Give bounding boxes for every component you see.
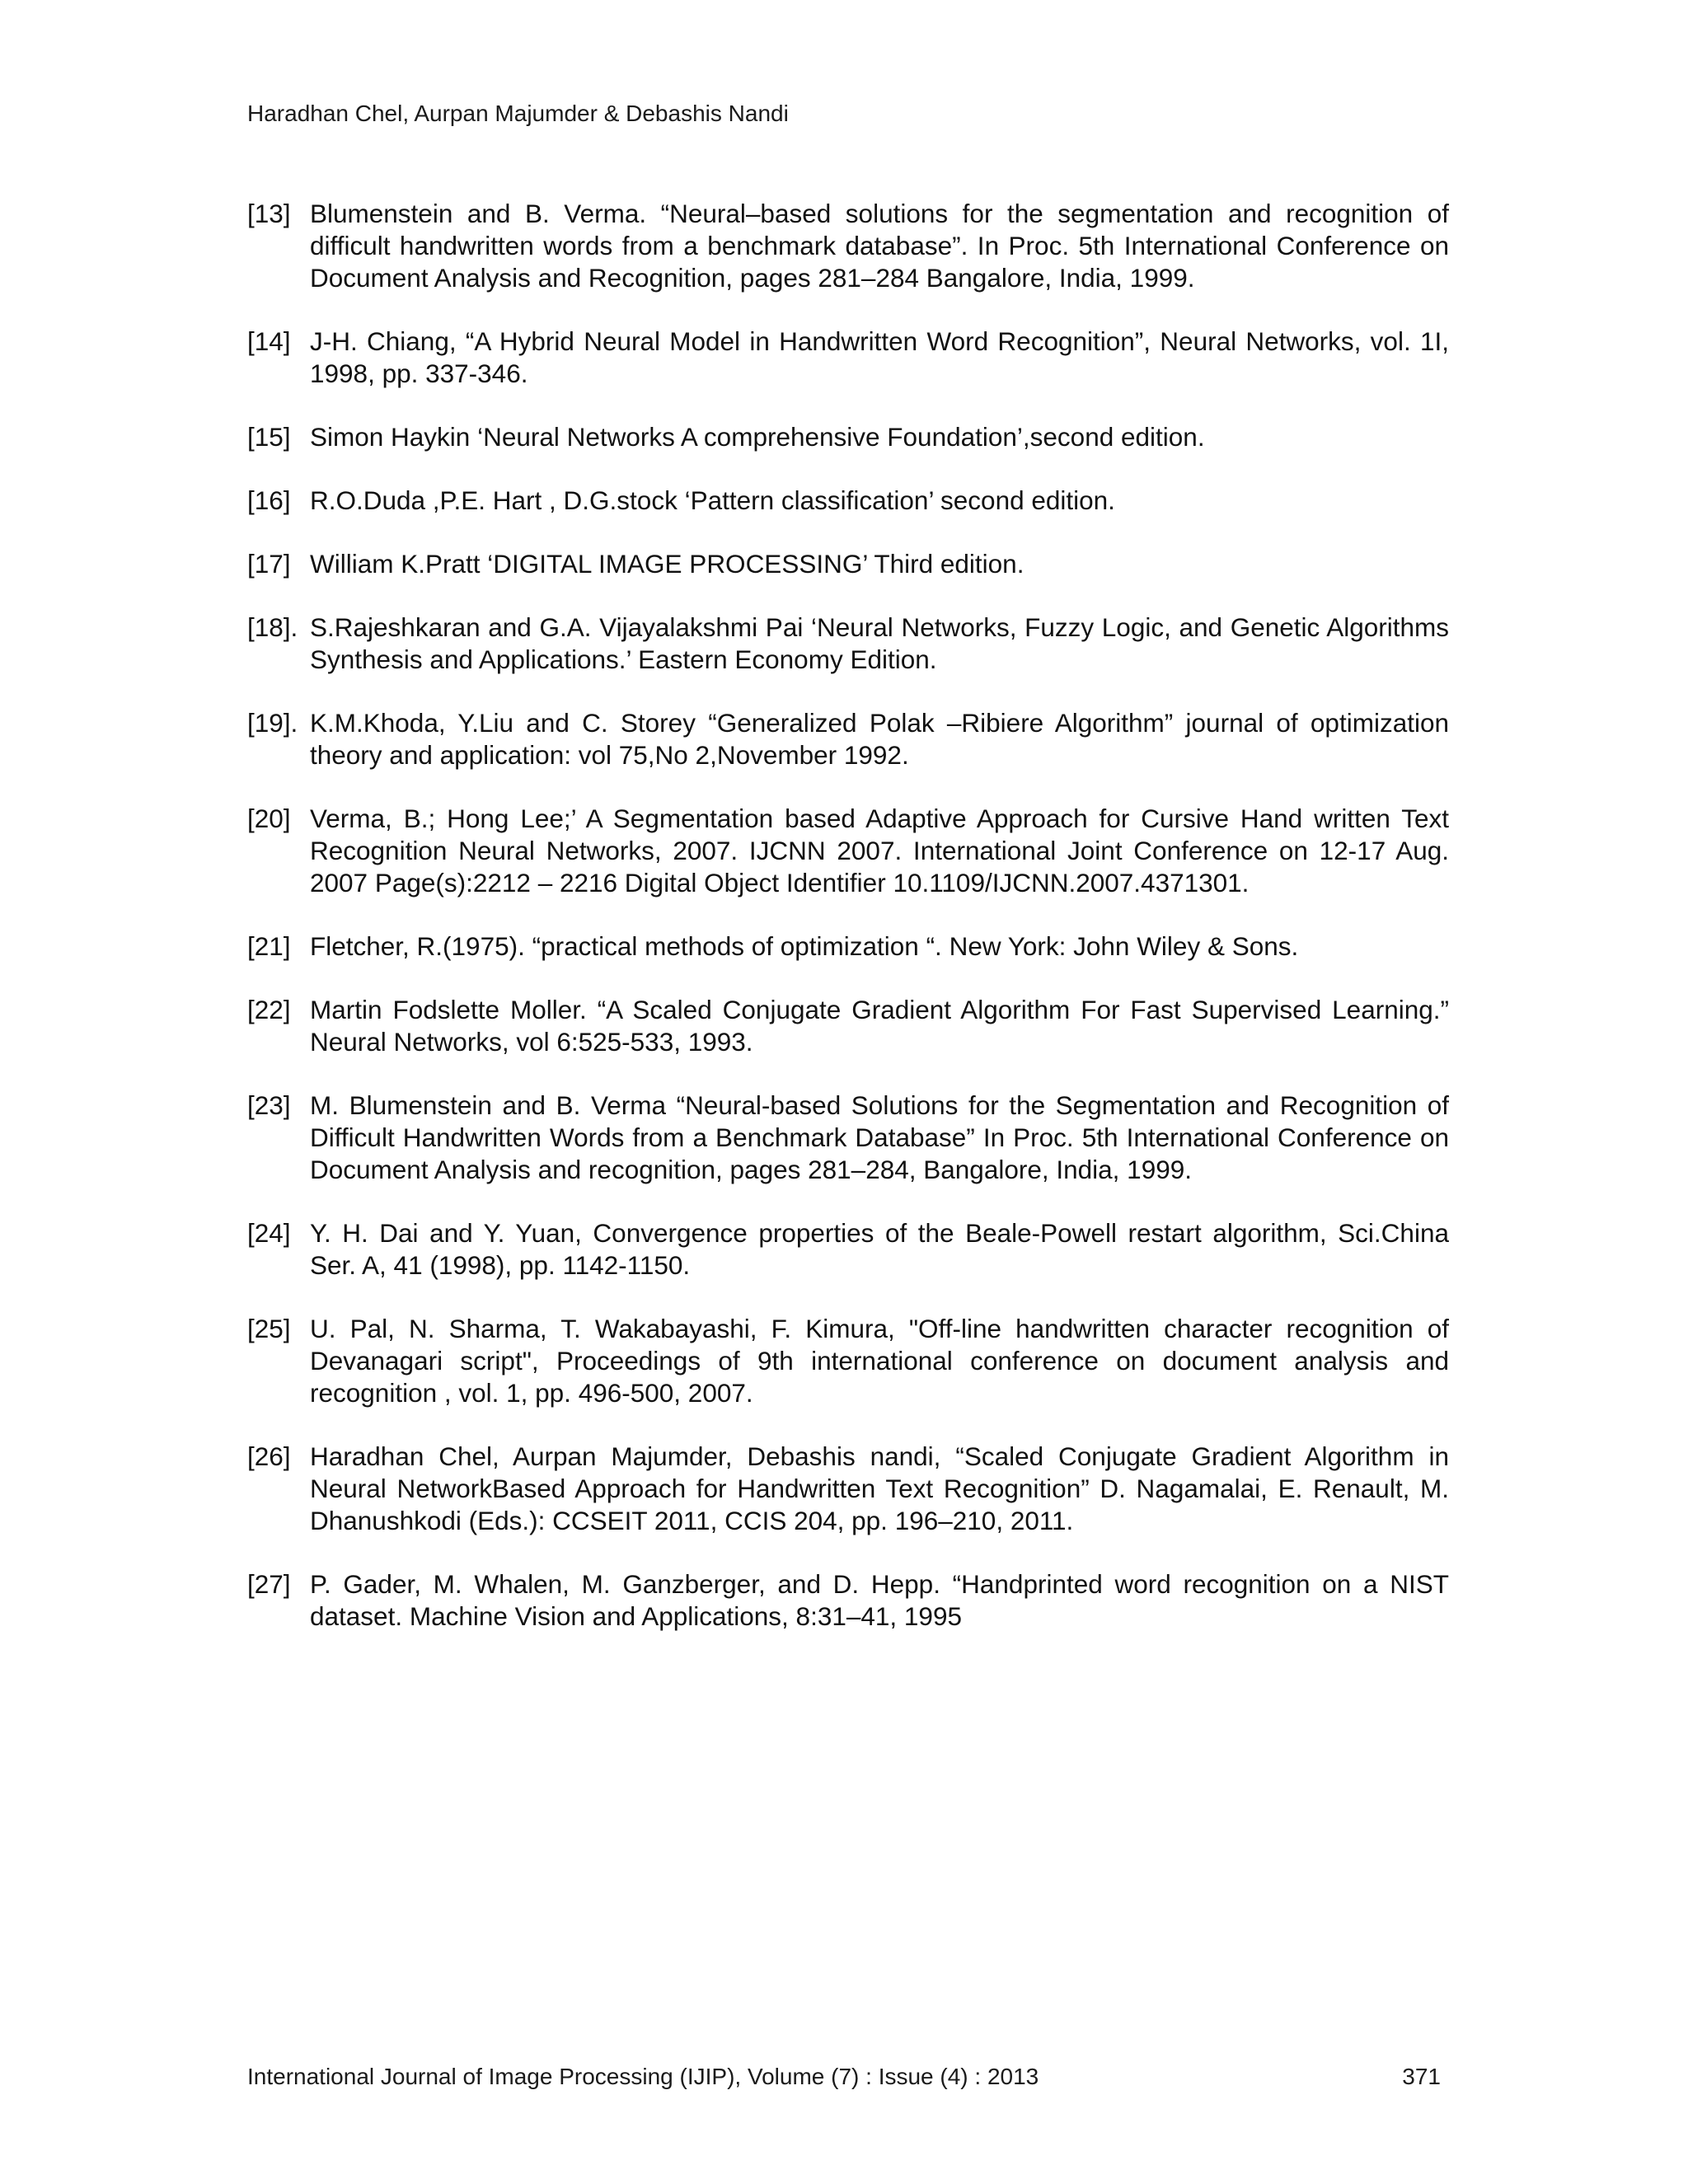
reference-item-22 — [247, 994, 1449, 1058]
reference-item-20 — [247, 803, 1449, 899]
reference-number: [22] — [247, 995, 291, 1024]
reference-number: [26] — [247, 1441, 291, 1471]
reference-text: Blumenstein and B. Verma. “Neural–based solutions for the segmentation and recognition of difficult handwritten words from a benchmark database”. In Proc. 5th International Conference on Document Analysis and Recognition, pages 281–284 Bangalore, India, 1999. — [310, 199, 1449, 293]
reference-text: M. Blumenstein and B. Verma “Neural-based Solutions for the Segmentation and Recognition of Difficult Handwritten Words from a Benchmark Database” In Proc. 5th International Conference on Document Analysis and recognition, pages 281–284, Bangalore, India, 1999. — [310, 1090, 1449, 1184]
reference-item-19 — [247, 707, 1449, 771]
reference-text: R.O.Duda ,P.E. Hart , D.G.stock ‘Pattern classification’ second edition. — [310, 485, 1115, 515]
reference-text: Y. H. Dai and Y. Yuan, Convergence properties of the Beale-Powell restart algorithm, Sci.China Ser. A, 41 (1998), pp. 1142-1150. — [310, 1218, 1449, 1280]
reference-number: [16] — [247, 485, 291, 515]
reference-text: P. Gader, M. Whalen, M. Ganzberger, and D. Hepp. “Handprinted word recognition on a NIST dataset. Machine Vision and Applications, 8:31–41, 1995 — [310, 1569, 1449, 1631]
reference-item-23 — [247, 1090, 1449, 1186]
reference-item-26 — [247, 1441, 1449, 1537]
reference-number: [27] — [247, 1569, 291, 1599]
reference-item-18 — [247, 612, 1449, 676]
reference-item-13 — [247, 198, 1449, 294]
reference-text: Verma, B.; Hong Lee;’ A Segmentation based Adaptive Approach for Cursive Hand written Text Recognition Neural Networks, 2007. IJCNN 2007. International Joint Conference on 12-17 Aug. 2007 Page(s):2212 – 2216 Digital Object Identifier 10.1109/IJCNN.2007.4371301. — [310, 804, 1449, 898]
reference-number: [25] — [247, 1314, 291, 1343]
reference-text: J-H. Chiang, “A Hybrid Neural Model in Handwritten Word Recognition”, Neural Networks, vol. 1I, 1998, pp. 337-346. — [310, 326, 1449, 388]
reference-item-24 — [247, 1217, 1449, 1282]
reference-number: [20] — [247, 804, 291, 833]
reference-text: S.Rajeshkaran and G.A. Vijayalakshmi Pai ‘Neural Networks, Fuzzy Logic, and Genetic Algorithms Synthesis and Applications.’ Eastern Economy Edition. — [310, 612, 1449, 674]
reference-number: [21] — [247, 931, 291, 961]
reference-number: [23] — [247, 1090, 291, 1120]
reference-item-27 — [247, 1568, 1449, 1633]
reference-item-16 — [247, 485, 1449, 517]
reference-text: K.M.Khoda, Y.Liu and C. Storey “Generalized Polak –Ribiere Algorithm” journal of optimization theory and application: vol 75,No 2,November 1992. — [310, 708, 1449, 770]
reference-number: [14] — [247, 326, 291, 356]
reference-number: [17] — [247, 549, 291, 579]
reference-item-15 — [247, 421, 1449, 453]
reference-number: [15] — [247, 422, 291, 452]
reference-list — [247, 198, 1449, 1664]
reference-text: Fletcher, R.(1975). “practical methods of optimization “. New York: John Wiley & Sons. — [310, 931, 1299, 961]
reference-number: [24] — [247, 1218, 291, 1248]
reference-number: [19]. — [247, 708, 298, 738]
reference-item-14 — [247, 326, 1449, 390]
reference-text: U. Pal, N. Sharma, T. Wakabayashi, F. Kimura, "Off-line handwritten character recognition of Devanagari script", Proceedings of 9th international conference on document analysis and recognition , vol. 1, pp. 496-500, 2007. — [310, 1314, 1449, 1408]
reference-text: William K.Pratt ‘DIGITAL IMAGE PROCESSING’ Third edition. — [310, 549, 1025, 579]
reference-item-25 — [247, 1313, 1449, 1409]
reference-number: [18]. — [247, 612, 298, 642]
reference-text: Simon Haykin ‘Neural Networks A comprehensive Foundation’,second edition. — [310, 422, 1205, 452]
reference-item-17 — [247, 548, 1449, 580]
reference-text: Haradhan Chel, Aurpan Majumder, Debashis nandi, “Scaled Conjugate Gradient Algorithm in Neural NetworkBased Approach for Handwritten Text Recognition” D. Nagamalai, E. Renault, M. Dhanushkodi (Eds.): CCSEIT 2011, CCIS 204, pp. 196–210, 2011. — [310, 1441, 1449, 1535]
reference-item-21 — [247, 930, 1449, 963]
footer-journal-citation: International Journal of Image Processing (IJIP), Volume (7) : Issue (4) : 2013 — [247, 2064, 1039, 2089]
page-number: 371 — [1402, 2064, 1441, 2089]
running-header-authors: Haradhan Chel, Aurpan Majumder & Debashis Nandi — [247, 101, 789, 126]
reference-text: Martin Fodslette Moller. “A Scaled Conjugate Gradient Algorithm For Fast Supervised Learning.” Neural Networks, vol 6:525-533, 1993. — [310, 995, 1449, 1057]
reference-number: [13] — [247, 199, 291, 228]
